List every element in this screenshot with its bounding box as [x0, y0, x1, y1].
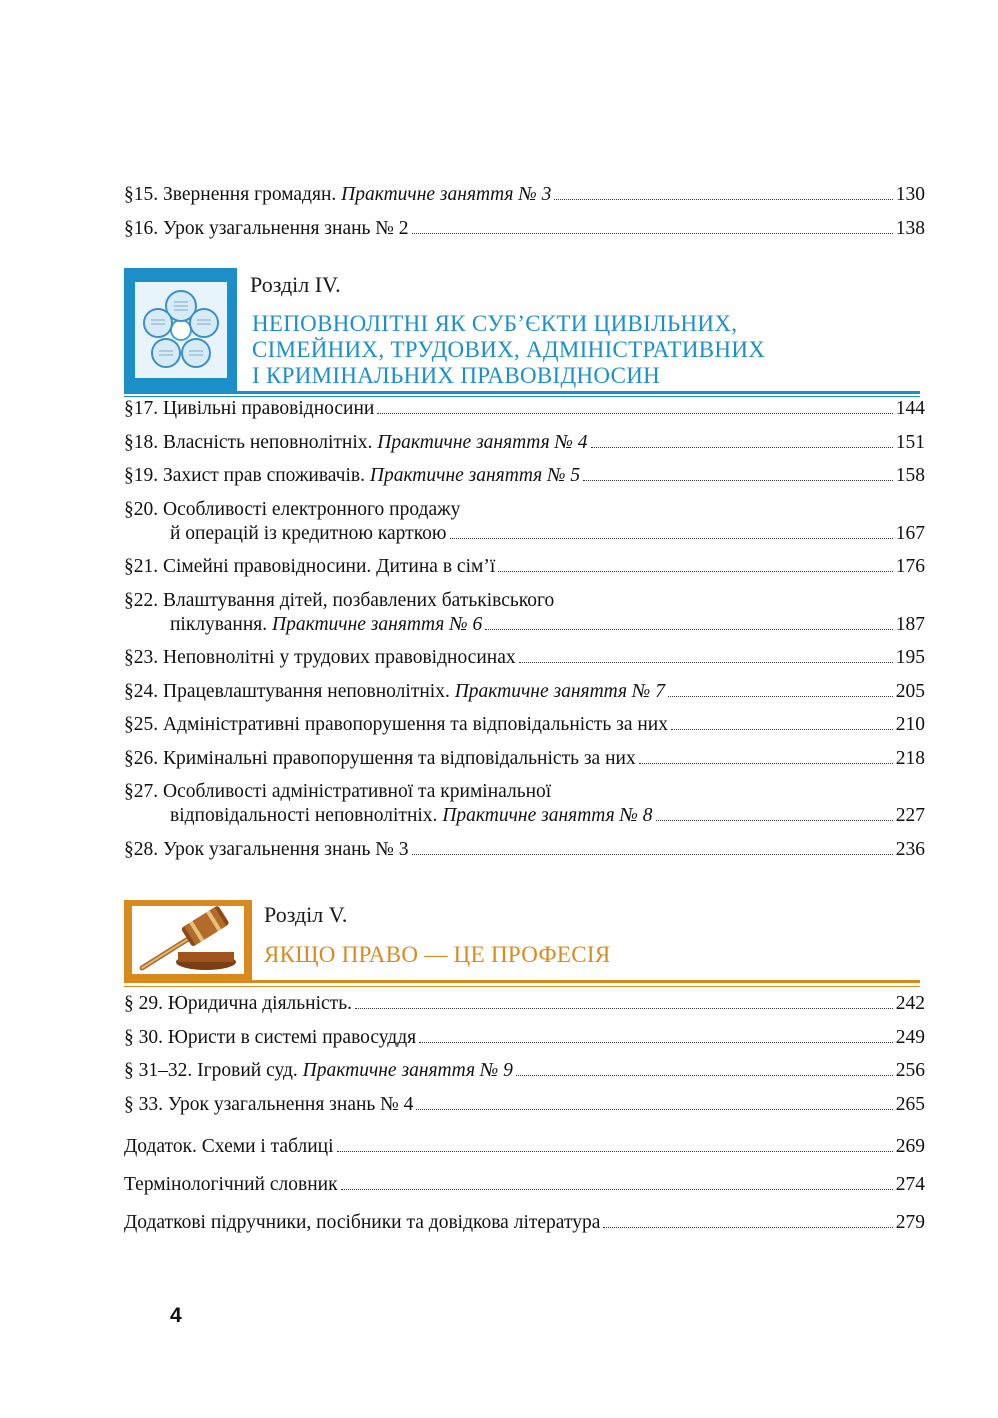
- toc-page-number: 249: [895, 1026, 925, 1048]
- section-5-rule-thin: [124, 986, 920, 987]
- toc-page-number: 187: [895, 613, 925, 635]
- section-4-title: НЕПОВНОЛІТНІ ЯК СУБ’ЄКТИ ЦИВІЛЬНИХ, СІМЕЙНИХ, ТРУДОВИХ, АДМІНІСТРАТИВНИХ І КРИМІНАЛЬНИХ ПРАВОВІДНОСИН: [252, 311, 766, 388]
- toc-page-number: 210: [895, 714, 925, 735]
- toc-page-number: 269: [895, 1136, 925, 1157]
- dot-leader: [355, 1008, 893, 1009]
- toc-entry-15: [124, 183, 925, 207]
- toc-page-number: 158: [895, 465, 925, 486]
- dot-leader: [416, 1109, 892, 1110]
- flower-diagram-icon: [124, 268, 237, 392]
- toc-entry-31-32: § 31–32. Ігровий суд. Практичне заняття № 9 256: [124, 1060, 925, 1081]
- toc-entry-20: §20. Особливості електронного продажу й операцій із кредитною карткою 167: [124, 498, 925, 544]
- toc-entry-title: §16. Урок узагальнення знань № 2: [124, 217, 409, 239]
- dot-leader: [498, 571, 893, 572]
- toc-entry-23: §23. Неповнолітні у трудових правовідносинах 195: [124, 647, 925, 668]
- toc-entry-22: §22. Влаштування дітей, позбавлених батьківського піклування. Практичне заняття № 6 187: [124, 589, 925, 635]
- toc-entry-33: § 33. Урок узагальнення знань № 4 265: [124, 1093, 925, 1115]
- toc-entry-29: § 29. Юридична діяльність. 242: [124, 993, 925, 1014]
- dot-leader: [671, 729, 893, 730]
- toc-page-number: 205: [895, 680, 925, 702]
- toc-entry-19: §19. Захист прав споживачів. Практичне заняття № 5 158: [124, 465, 925, 486]
- dot-leader: [591, 447, 893, 448]
- dot-leader: [485, 629, 893, 630]
- dot-leader: [412, 233, 893, 234]
- toc-entry-title: §15. Звернення громадян. Практичне заняття № 3: [124, 184, 552, 205]
- dot-leader: [419, 1042, 893, 1043]
- toc-page-number: 265: [895, 1093, 925, 1115]
- section-4-emblem: [124, 268, 237, 392]
- toc-entry-25: §25. Адміністративні правопорушення та відповідальність за них 210: [124, 714, 925, 735]
- toc-entry-26: §26. Кримінальні правопорушення та відповідальність за них 218: [124, 747, 925, 769]
- toc-entry-glossary: Термінологічний словник 274: [124, 1174, 925, 1195]
- toc-section-5: [124, 992, 925, 1126]
- toc-entry-literature: Додаткові підручники, посібники та довідкова література 279: [124, 1212, 925, 1233]
- toc-appendix: [124, 1135, 925, 1245]
- section-5-kicker: Розділ V.: [264, 902, 348, 927]
- dot-leader: [668, 696, 893, 697]
- toc-page-number: 151: [895, 431, 925, 453]
- dot-leader: [341, 1189, 893, 1190]
- toc-page-number: 195: [895, 647, 925, 668]
- dot-leader: [412, 854, 893, 855]
- section-5-emblem: [124, 900, 252, 980]
- toc-entry-16: [124, 217, 925, 241]
- dot-leader: [516, 1075, 893, 1076]
- toc-page-number: 227: [895, 805, 925, 826]
- toc-entry-28: §28. Урок узагальнення знань № 3 236: [124, 838, 925, 860]
- dot-leader: [337, 1151, 893, 1152]
- toc-page-number: 176: [895, 556, 925, 577]
- toc-top: [124, 183, 925, 250]
- dot-leader: [656, 820, 893, 821]
- dot-leader: [583, 480, 893, 481]
- section-4-header: [124, 268, 920, 398]
- toc-page-number: 144: [895, 398, 925, 419]
- toc-page-number: 138: [895, 217, 925, 239]
- section-5-title: ЯКЩО ПРАВО — ЦЕ ПРОФЕСІЯ: [264, 942, 611, 967]
- toc-page-number: 167: [895, 522, 925, 544]
- dot-leader: [450, 538, 893, 539]
- section-5-header: [124, 900, 920, 995]
- dot-leader: [519, 662, 893, 663]
- toc-entry-18: §18. Власність неповнолітніх. Практичне заняття № 4 151: [124, 431, 925, 453]
- section-5-rule: [124, 980, 920, 983]
- toc-entry-30: § 30. Юристи в системі правосуддя 249: [124, 1026, 925, 1048]
- dot-leader: [639, 763, 893, 764]
- toc-page-number: 242: [895, 993, 925, 1014]
- toc-page-number: 236: [895, 838, 925, 860]
- toc-entry-21: §21. Сімейні правовідносини. Дитина в сім’ї 176: [124, 556, 925, 577]
- dot-leader: [554, 199, 892, 200]
- toc-page-number: 256: [895, 1060, 925, 1081]
- toc-entry-24: §24. Працевлаштування неповнолітніх. Практичне заняття № 7 205: [124, 680, 925, 702]
- dot-leader: [603, 1227, 892, 1228]
- toc-page-number: 130: [895, 184, 925, 205]
- gavel-icon: [124, 900, 252, 980]
- toc-section-4: [124, 397, 925, 871]
- section-4-kicker: Розділ IV.: [250, 272, 341, 297]
- toc-page-number: 218: [895, 747, 925, 769]
- toc-entry-17: §17. Цивільні правовідносини 144: [124, 398, 925, 419]
- toc-page-number: 274: [895, 1174, 925, 1195]
- page-number: 4: [170, 1304, 182, 1327]
- toc-page-number: 279: [895, 1212, 925, 1233]
- toc-entry-27: §27. Особливості адміністративної та кримінальної відповідальності неповнолітніх. Практичне заняття № 8 227: [124, 781, 925, 826]
- dot-leader: [377, 413, 892, 414]
- section-4-rule: [124, 391, 920, 394]
- toc-entry-appendix: Додаток. Схеми і таблиці 269: [124, 1136, 925, 1157]
